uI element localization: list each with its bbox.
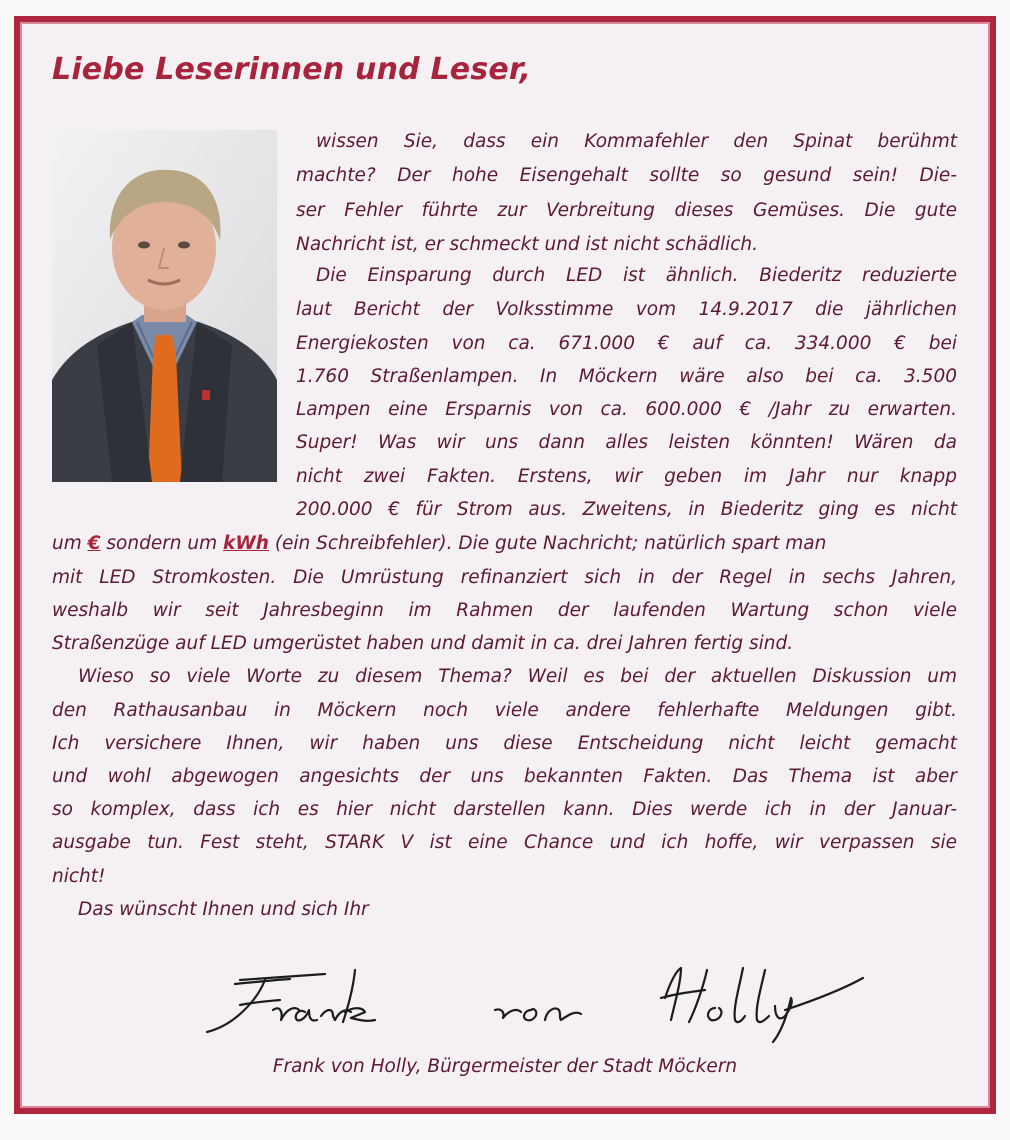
- letter-closing: Das wünscht Ihnen und sich Ihr: [78, 899, 369, 920]
- kwh-highlight: kWh: [223, 533, 269, 554]
- letter-line-highlight: [52, 533, 826, 555]
- letter-line: weshalb wir seit Jahresbeginn im Rahmen der laufenden Wartung schon viele: [52, 600, 957, 621]
- letter-line: 200.000 € für Strom aus. Zweitens, in Biederitz ging es nicht: [296, 499, 957, 520]
- letter-line: Lampen eine Ersparnis von ca. 600.000 € /Jahr zu erwarten.: [296, 399, 957, 420]
- letter-line: ausgabe tun. Fest steht, STARK V ist eine Chance und ich hoffe, wir verpassen sie: [52, 832, 957, 853]
- letter-line: nicht!: [52, 866, 106, 887]
- text-segment: (ein Schreibfehler). Die gute Nachricht; natürlich spart man: [268, 533, 827, 554]
- euro-highlight: €: [87, 533, 101, 554]
- letter-line: den Rathausanbau in Möckern noch viele andere fehlerhafte Meldungen gibt.: [52, 700, 957, 721]
- letter-line: ser Fehler führte zur Verbreitung dieses Gemüses. Die gute: [296, 200, 957, 221]
- letter-line: machte? Der hohe Eisengehalt sollte so gesund sein! Die-: [296, 165, 957, 186]
- letter-line: laut Bericht der Volksstimme vom 14.9.2017 die jährlichen: [296, 299, 957, 320]
- letter-line: Energiekosten von ca. 671.000 € auf ca. 334.000 € bei: [296, 333, 957, 354]
- letter-line: Wieso so viele Worte zu diesem Thema? Weil es bei der aktuellen Diskussion um: [78, 666, 957, 687]
- letter-line: Die Einsparung durch LED ist ähnlich. Biederitz reduzierte: [316, 265, 957, 286]
- handwritten-signature: [195, 950, 875, 1050]
- letter-line: nicht zwei Fakten. Erstens, wir geben im Jahr nur knapp: [296, 466, 957, 487]
- letter-line: Straßenzüge auf LED umgerüstet haben und damit in ca. drei Jahren fertig sind.: [52, 633, 794, 654]
- page-title: Liebe Leserinnen und Leser,: [52, 52, 532, 87]
- letter-line: 1.760 Straßenlampen. In Möckern wäre also bei ca. 3.500: [296, 366, 957, 387]
- letter-line: und wohl abgewogen angesichts der uns bekannten Fakten. Das Thema ist aber: [52, 766, 957, 787]
- signature-caption: Frank von Holly, Bürgermeister der Stadt Möckern: [272, 1056, 738, 1077]
- text-segment: um: [52, 533, 88, 554]
- letter-line: so komplex, dass ich es hier nicht darstellen kann. Dies werde ich in der Januar-: [52, 799, 957, 820]
- text-segment: sondern um: [100, 533, 224, 554]
- letter-line: mit LED Stromkosten. Die Umrüstung refinanziert sich in der Regel in sechs Jahren,: [52, 567, 957, 588]
- letter-line: Super! Was wir uns dann alles leisten könnten! Wären da: [296, 432, 957, 453]
- letter-line: Ich versichere Ihnen, wir haben uns diese Entscheidung nicht leicht gemacht: [52, 733, 957, 754]
- letter-line: Nachricht ist, er schmeckt und ist nicht schädlich.: [296, 234, 759, 255]
- letter-line: wissen Sie, dass ein Kommafehler den Spinat berühmt: [316, 131, 957, 152]
